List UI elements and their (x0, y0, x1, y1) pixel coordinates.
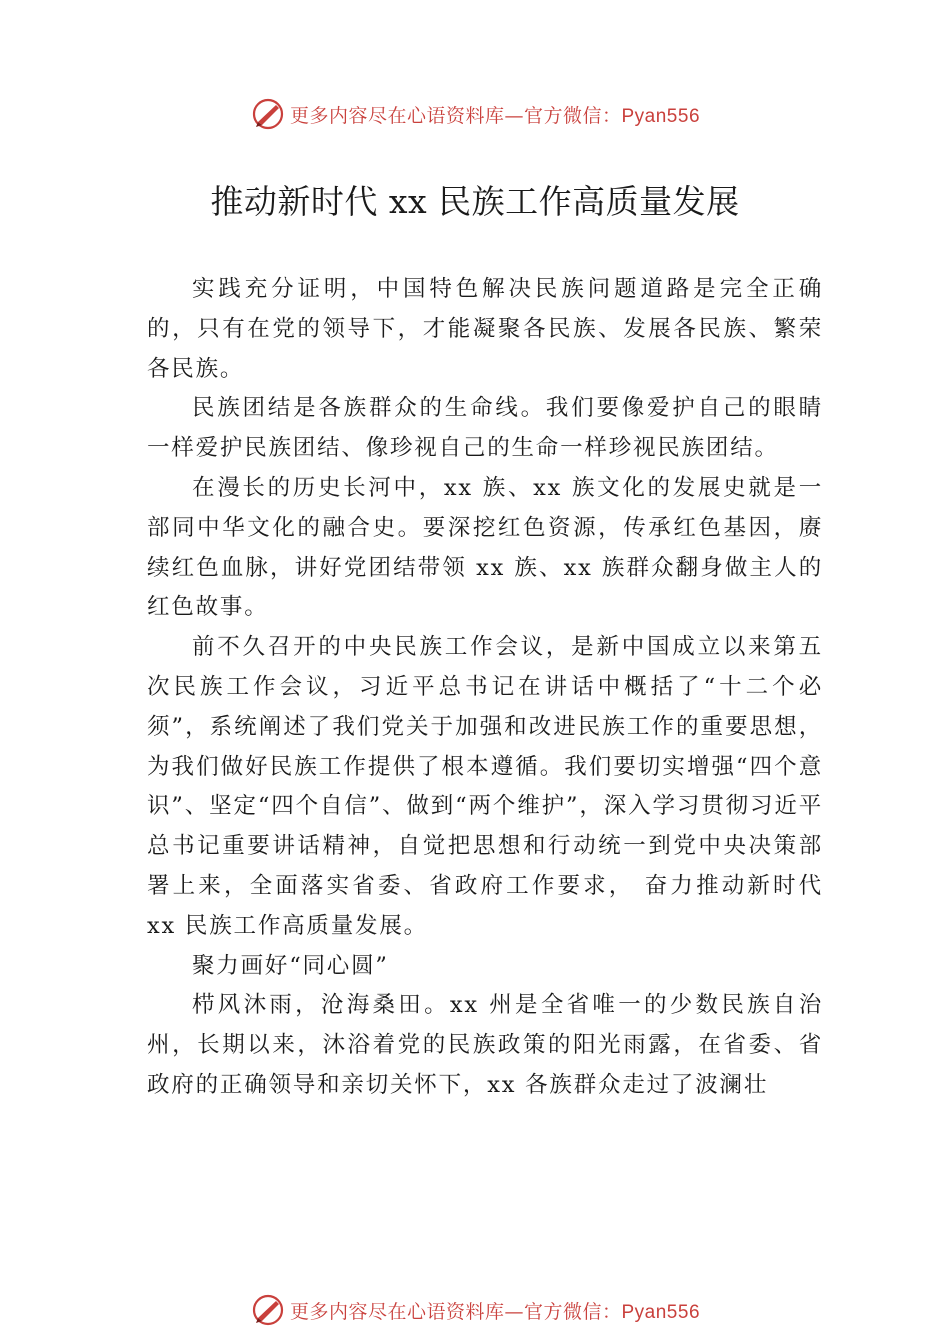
banner-text: 更多内容尽在心语资料库—官方微信：Pyan556 (289, 1300, 701, 1323)
pen-logo-icon (250, 1292, 286, 1328)
header-banner (0, 94, 950, 134)
paragraph: 前不久召开的中央民族工作会议，是新中国成立以来第五次民族工作会议，习近平总书记在讲话中概括了“十二个必须”，系统阐述了我们党关于加强和改进民族工作的重要思想，为我们做好民族工作提供了根本遵循。我们要切实增强“四个意识”、坚定“四个自信”、做到“两个维护”，深入学习贯彻习近平总书记重要讲话精神，自觉把思想和行动统一到党中央决策部署上来，全面落实省委、省政府工作要求， 奋力推动新时代 xx 民族工作高质量发展。 (147, 634, 823, 939)
footer-banner (0, 1290, 950, 1330)
document-body (147, 270, 823, 1106)
paragraph: 实践充分证明，中国特色解决民族问题道路是完全正确的，只有在党的领导下，才能凝聚各民族、发展各民族、繁荣各民族。 (147, 276, 823, 382)
wechat-id: Pyan556 (621, 1301, 701, 1323)
paragraph: 栉风沐雨，沧海桑田。xx 州是全省唯一的少数民族自治州，长期以来，沐浴着党的民族政策的阳光雨露，在省委、省政府的正确领导和亲切关怀下，xx 各族群众走过了波澜壮 (147, 992, 823, 1098)
paragraph: 在漫长的历史长河中，xx 族、xx 族文化的发展史就是一部同中华文化的融合史。要深挖红色资源，传承红色基因，赓续红色血脉，讲好党团结带领 xx 族、xx 族群众翻身做主人的红色故事。 (147, 474, 823, 621)
document-title: 推动新时代 xx 民族工作高质量发展 (210, 182, 740, 221)
banner-text: 更多内容尽在心语资料库—官方微信：Pyan556 (289, 104, 701, 127)
section-heading: 聚力画好“同心圆” (192, 952, 389, 979)
pen-logo-icon (250, 96, 286, 132)
wechat-id: Pyan556 (621, 105, 701, 127)
paragraph: 民族团结是各族群众的生命线。我们要像爱护自己的眼睛一样爱护民族团结、像珍视自己的生命一样珍视民族团结。 (147, 395, 823, 462)
